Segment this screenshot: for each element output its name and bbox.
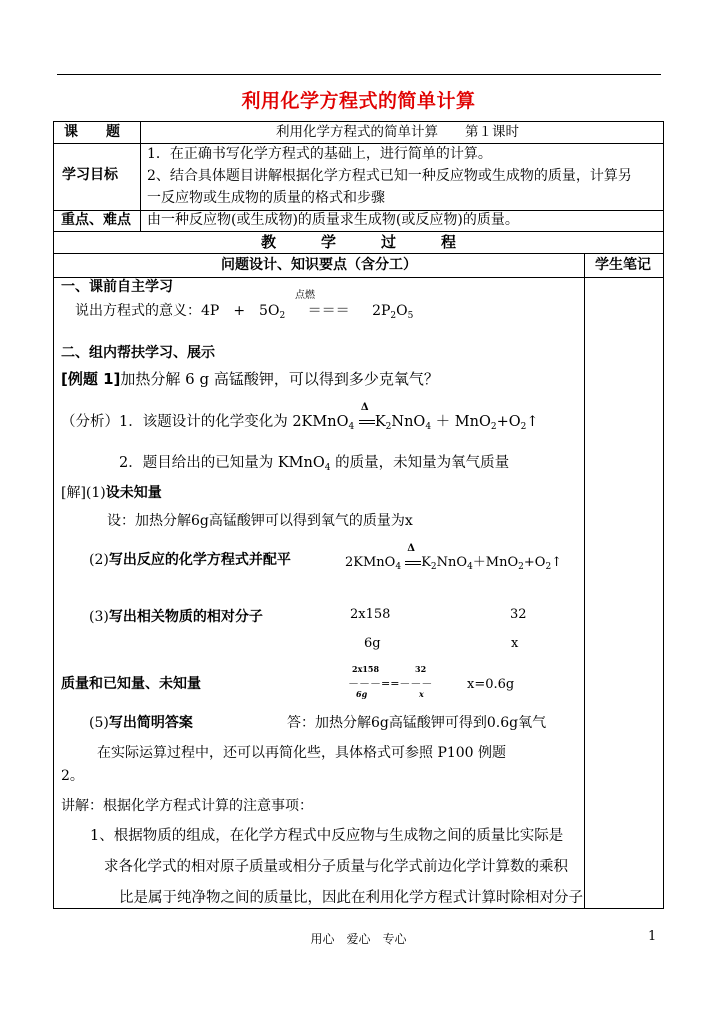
row-divider [54,253,663,254]
key-value: 由一种反应物(或生成物)的质量求生成物(或反应物)的质量。 [147,212,519,228]
answer-text: 答：加热分解6g高锰酸钾可得到0.6g氧气 [287,715,547,731]
section-group-study: 二、组内帮扶学习、展示 [61,345,215,361]
goal-item-1: 1．在正确书写化学方程式的基础上，进行简单的计算。 [147,146,492,162]
ratio-numerator-left: 2x158 [352,664,380,674]
lecture-heading: 讲解：根据化学方程式计算的注意事项： [61,798,313,814]
key-label: 重点、难点 [61,212,131,228]
page-title: 利用化学方程式的简单计算 [241,90,476,112]
ratio-equation: －－－==－－－ [348,677,433,690]
equation-meaning: 说出方程式的意义：4P + $5O_2$ ＝＝＝ $2P_2O_5$ [75,303,414,321]
solution-step-5: (5)写出简明答案 [89,715,193,731]
ratio-denominator-left: 6g [356,689,368,699]
heat-delta-icon: Δ [360,402,369,413]
goal-item-2: 2、结合具体题目讲解根据化学方程式已知一种反应物或生成物的质量，计算另 [147,168,632,184]
ratio-denominator-right: x [419,689,424,699]
section-self-study: 一、课前自主学习 [61,279,173,295]
col-divider [140,122,141,231]
relative-mass-kmno4: 2x158 [350,607,391,622]
topic-label: 课 题 [64,124,120,140]
analysis-2: 2．题目给出的已知量为 KMnO$_4$ 的质量，未知量为氧气质量 [119,455,510,473]
solution-step-2: (2)写出反应的化学方程式并配平 [89,552,291,568]
goal-label: 学习目标 [62,167,118,183]
example-1: [例题 1]加热分解 6 g 高锰酸钾，可以得到多少克氧气？ [61,370,439,388]
page-number: 1 [648,929,657,944]
topic-value: 利用化学方程式的简单计算 第１课时 [276,124,519,140]
note-line-2: 2。 [61,768,84,784]
ignite-label: 点燃 [295,290,315,301]
unknown-mass: x [511,636,519,651]
heat-delta-icon: Δ [407,543,415,554]
point-1-line-2: 求各化学式的相对原子质量或相分子质量与化学式前边化学计算数的乘积 [104,859,568,875]
goal-item-2-cont: 一反应物或生成物的质量的格式和步骤 [147,190,385,206]
point-1-line-3: 比是属于纯净物之间的质量比，因此在利用化学方程式计算时除相对分子 [119,890,583,906]
column-header-right: 学生笔记 [595,257,651,273]
solution-step-1: [解](1)设未知量 [61,485,162,501]
ratio-numerator-right: 32 [415,664,427,674]
note-line-1: 在实际运算过程中，还可以再简化些，具体格式可参照 P100 例题 [97,745,507,761]
result-value: x=0.6g [467,677,515,692]
analysis-1: （分析）1．该题设计的化学变化为 2KMnO$_4$ Δ $K_2NnO_4$ ＋ $MnO_2+O_2↑$ [61,402,539,432]
balanced-equation: 2KMnO$_4$ Δ $K_2NnO_4+MnO_2+O_2↑$ [345,543,563,572]
relative-mass-o2: 32 [510,607,527,622]
solution-step-3: (3)写出相关物质的相对分子 [89,609,263,625]
column-header-left: 问题设计、知识要点（含分工） [221,257,417,273]
process-header: 教 学 过 程 [260,233,456,251]
known-mass: 6g [364,636,381,651]
header-rule [57,74,661,75]
let-statement: 设：加热分解6g高锰酸钾可以得到氧气的质量为x [107,513,413,529]
point-1-line-1: 1、根据物质的组成，在化学方程式中反应物与生成物之间的质量比实际是 [90,828,564,844]
footer-slogan: 用心 爱心 专心 [310,932,407,946]
solution-step-4: 质量和已知量、未知量 [61,676,201,692]
col-divider [584,253,585,908]
